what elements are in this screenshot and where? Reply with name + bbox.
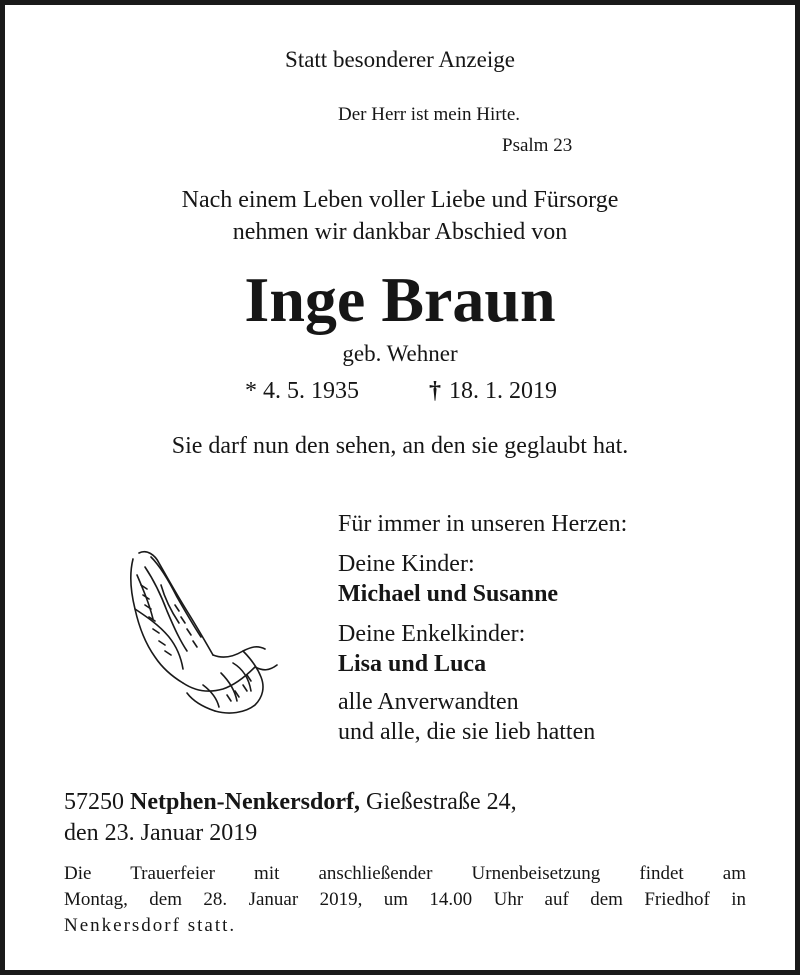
funeral-notice-line-2: Montag, dem 28. Januar 2019, um 14.00 Uhr auf dem Friedhof in: [64, 889, 746, 910]
notice-heading: Statt besonderer Anzeige: [285, 47, 515, 72]
notice-date: den 23. Januar 2019: [64, 820, 258, 846]
bible-verse: Der Herr ist mein Hirte.: [338, 104, 521, 125]
intro-text: [5, 184, 795, 248]
mourners-intro: Für immer in unseren Herzen:: [338, 511, 628, 537]
death-date: 18. 1. 2019: [449, 378, 557, 404]
praying-hands-icon: [117, 545, 282, 720]
death-date-group: [429, 378, 557, 405]
maiden-name: geb. Wehner: [342, 341, 458, 366]
children-label: Deine Kinder:: [338, 551, 475, 577]
cross-symbol: †: [429, 378, 441, 404]
bible-verse-reference: Psalm 23: [502, 135, 573, 156]
faith-line: Sie darf nun den sehen, an den sie geglaubt hat.: [171, 433, 629, 459]
street: Gießestraße 24,: [365, 789, 517, 815]
children-names: Michael und Susanne: [338, 581, 559, 607]
intro-line-1: Nach einem Leben voller Liebe und Fürsorge: [181, 187, 619, 213]
funeral-notice: [64, 861, 746, 939]
town: Netphen-Nenkersdorf,: [130, 789, 360, 815]
birth-date: * 4. 5. 1935: [245, 378, 359, 404]
intro-line-2: nehmen wir dankbar Abschied von: [232, 219, 568, 245]
funeral-notice-line-1: Die Trauerfeier mit anschließender Urnenbeisetzung findet am: [64, 863, 746, 884]
loved-ones-line: und alle, die sie lieb hatten: [338, 719, 596, 745]
funeral-notice-line-3: Nenkersdorf statt.: [64, 915, 237, 936]
relatives-line: alle Anverwandten: [338, 689, 519, 715]
grandchildren-label: Deine Enkelkinder:: [338, 621, 526, 647]
address-line: [64, 789, 517, 816]
postcode: 57250: [64, 789, 124, 815]
deceased-name: Inge Braun: [244, 264, 556, 335]
grandchildren-names: Lisa und Luca: [338, 651, 487, 677]
